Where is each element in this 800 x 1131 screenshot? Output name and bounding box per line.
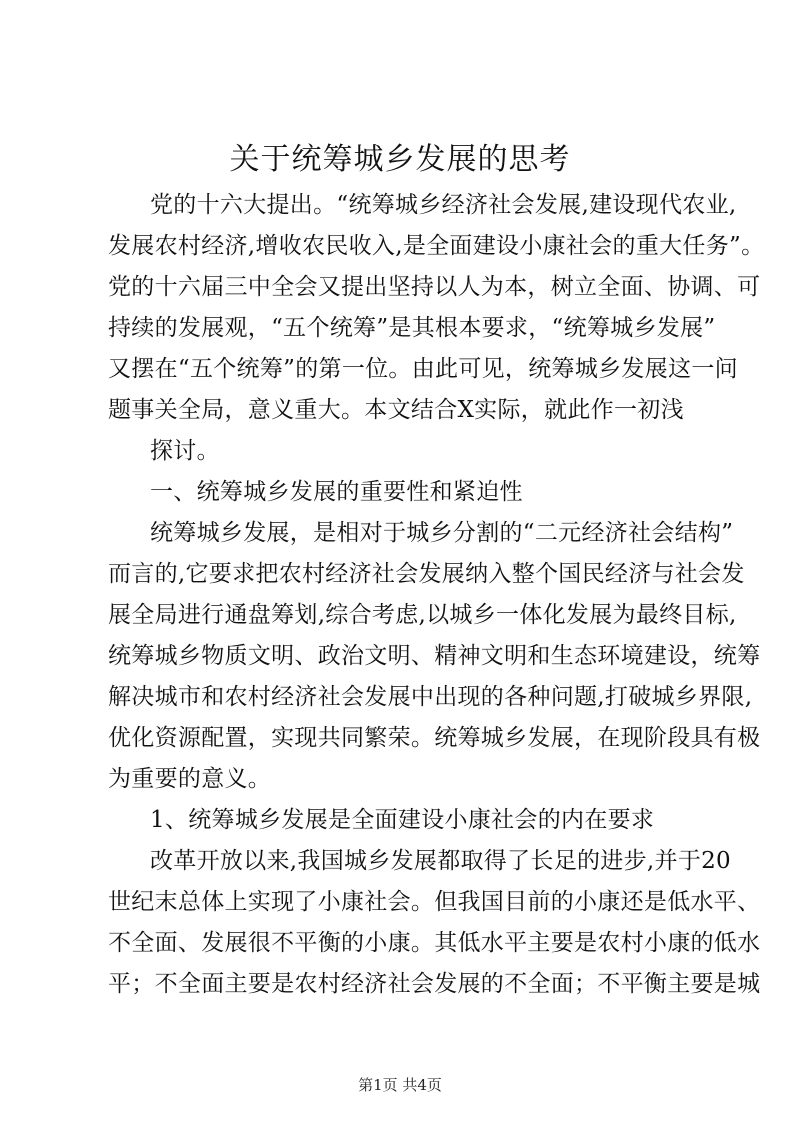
paragraph-line: 党的十六届三中全会又提出坚持以人为本，树立全面、协调、可 (108, 274, 761, 300)
paragraph-line: 又摆在“五个统筹”的第一位。由此可见，统筹城乡发展这一问 (108, 356, 738, 382)
paragraph-line: 改革开放以来,我国城乡发展都取得了长足的进步,并于20 (150, 848, 731, 874)
paragraph-line: 持续的发展观，“五个统筹”是其根本要求，“统筹城乡发展” (108, 315, 716, 341)
paragraph-line: 优化资源配置，实现共同繁荣。统筹城乡发展，在现阶段具有极 (108, 725, 761, 751)
paragraph-line: 题事关全局，意义重大。本文结合X实际，就此作一初浅 (108, 397, 684, 423)
paragraph-line: 探讨。 (150, 438, 220, 464)
paragraph-line: 展全局进行通盘筹划,综合考虑,以城乡一体化发展为最终目标, (108, 602, 737, 628)
subsection-heading: 1、统筹城乡发展是全面建设小康社会的内在要求 (150, 807, 655, 833)
paragraph-line: 统筹城乡发展，是相对于城乡分割的“二元经济社会结构” (150, 520, 734, 546)
paragraph-line: 平；不全面主要是农村经济社会发展的不全面；不平衡主要是城 (108, 971, 761, 997)
paragraph-line: 统筹城乡物质文明、政治文明、精神文明和生态环境建设，统筹 (108, 643, 761, 669)
paragraph-line: 解决城市和农村经济社会发展中出现的各种问题,打破城乡界限, (108, 684, 753, 710)
paragraph-line: 不全面、发展很不平衡的小康。其低水平主要是农村小康的低水 (108, 930, 761, 956)
paragraph-line: 党的十六大提出。“统筹城乡经济社会发展,建设现代农业, (150, 192, 737, 218)
paragraph-line: 而言的,它要求把农村经济社会发展纳入整个国民经济与社会发 (108, 561, 745, 587)
paragraph-line: 世纪末总体上实现了小康社会。但我国目前的小康还是低水平、 (108, 889, 761, 915)
page-footer: 第1页 共4页 (358, 1076, 442, 1094)
paragraph-line: 为重要的意义。 (108, 766, 272, 792)
document-title: 关于统筹城乡发展的思考 (229, 142, 571, 177)
paragraph-line: 发展农村经济,增收农民收入,是全面建设小康社会的重大任务”。 (108, 233, 765, 259)
section-heading: 一、统筹城乡发展的重要性和紧迫性 (150, 479, 523, 505)
